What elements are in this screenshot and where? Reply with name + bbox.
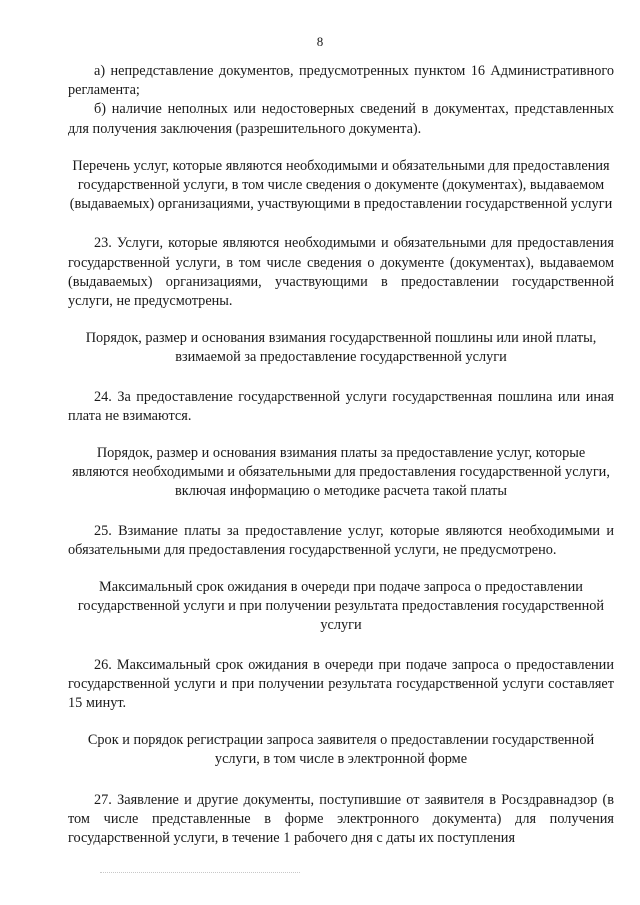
section-heading-fee: Порядок, размер и основания взимания государственной пошлины или иной платы, взимаемой за предоставление государственной услуги bbox=[85, 330, 597, 366]
scan-artifact-line bbox=[100, 872, 300, 873]
paragraph-26: 26. Максимальный срок ожидания в очереди при подаче запроса о предоставлении государственной услуги и при получении результата государственной услуги составляет 15 минут. bbox=[68, 656, 614, 712]
section-heading-services: Перечень услуг, которые являются необходимыми и обязательными для предоставления государственной услуги, в том числе сведения о документе (документах), выдаваемом (выдаваемых) организациями, участвующими в предоставлении государственной услуги bbox=[69, 157, 613, 213]
paragraph-25: 25. Взимание платы за предоставление услуг, которые являются необходимыми и обязательными для предоставления государственной услуги, не предусмотрено. bbox=[68, 522, 614, 558]
section-heading-payment: Порядок, размер и основания взимания платы за предоставление услуг, которые являются необходимыми и обязательными для предоставления государственной услуги, включая информацию о методике расчета такой платы bbox=[72, 445, 610, 500]
paragraph-27: 27. Заявление и другие документы, поступившие от заявителя в Росздравнадзор (в том числе представленные в форме электронного документа) для получения государственной услуги, в течение 1 рабочего дня с даты их поступления bbox=[68, 791, 614, 847]
section-heading-registration: Срок и порядок регистрации запроса заявителя о предоставлении государственной услуги, в том числе в электронной форме bbox=[87, 732, 595, 768]
section-heading-queue: Максимальный срок ожидания в очереди при подаче запроса о предоставлении государственной услуги и при получении результата предоставления государственной услуги bbox=[77, 579, 605, 634]
document-body bbox=[68, 62, 614, 848]
paragraph-24: 24. За предоставление государственной услуги государственная пошлина или иная плата не взимаются. bbox=[68, 388, 614, 424]
item-a: а) непредставление документов, предусмотренных пунктом 16 Административного регламента; bbox=[68, 63, 614, 99]
paragraph-23: 23. Услуги, которые являются необходимыми и обязательными для предоставления государственной услуги, в том числе сведения о документе (документах), выдаваемом (выдаваемых) организациями, участвующими в предоставлении государственной услуги, не предусмотрены. bbox=[68, 235, 614, 310]
item-b: б) наличие неполных или недостоверных сведений в документах, представленных для получения заключения (разрешительного документа). bbox=[68, 101, 614, 137]
page-number: 8 bbox=[316, 34, 324, 49]
